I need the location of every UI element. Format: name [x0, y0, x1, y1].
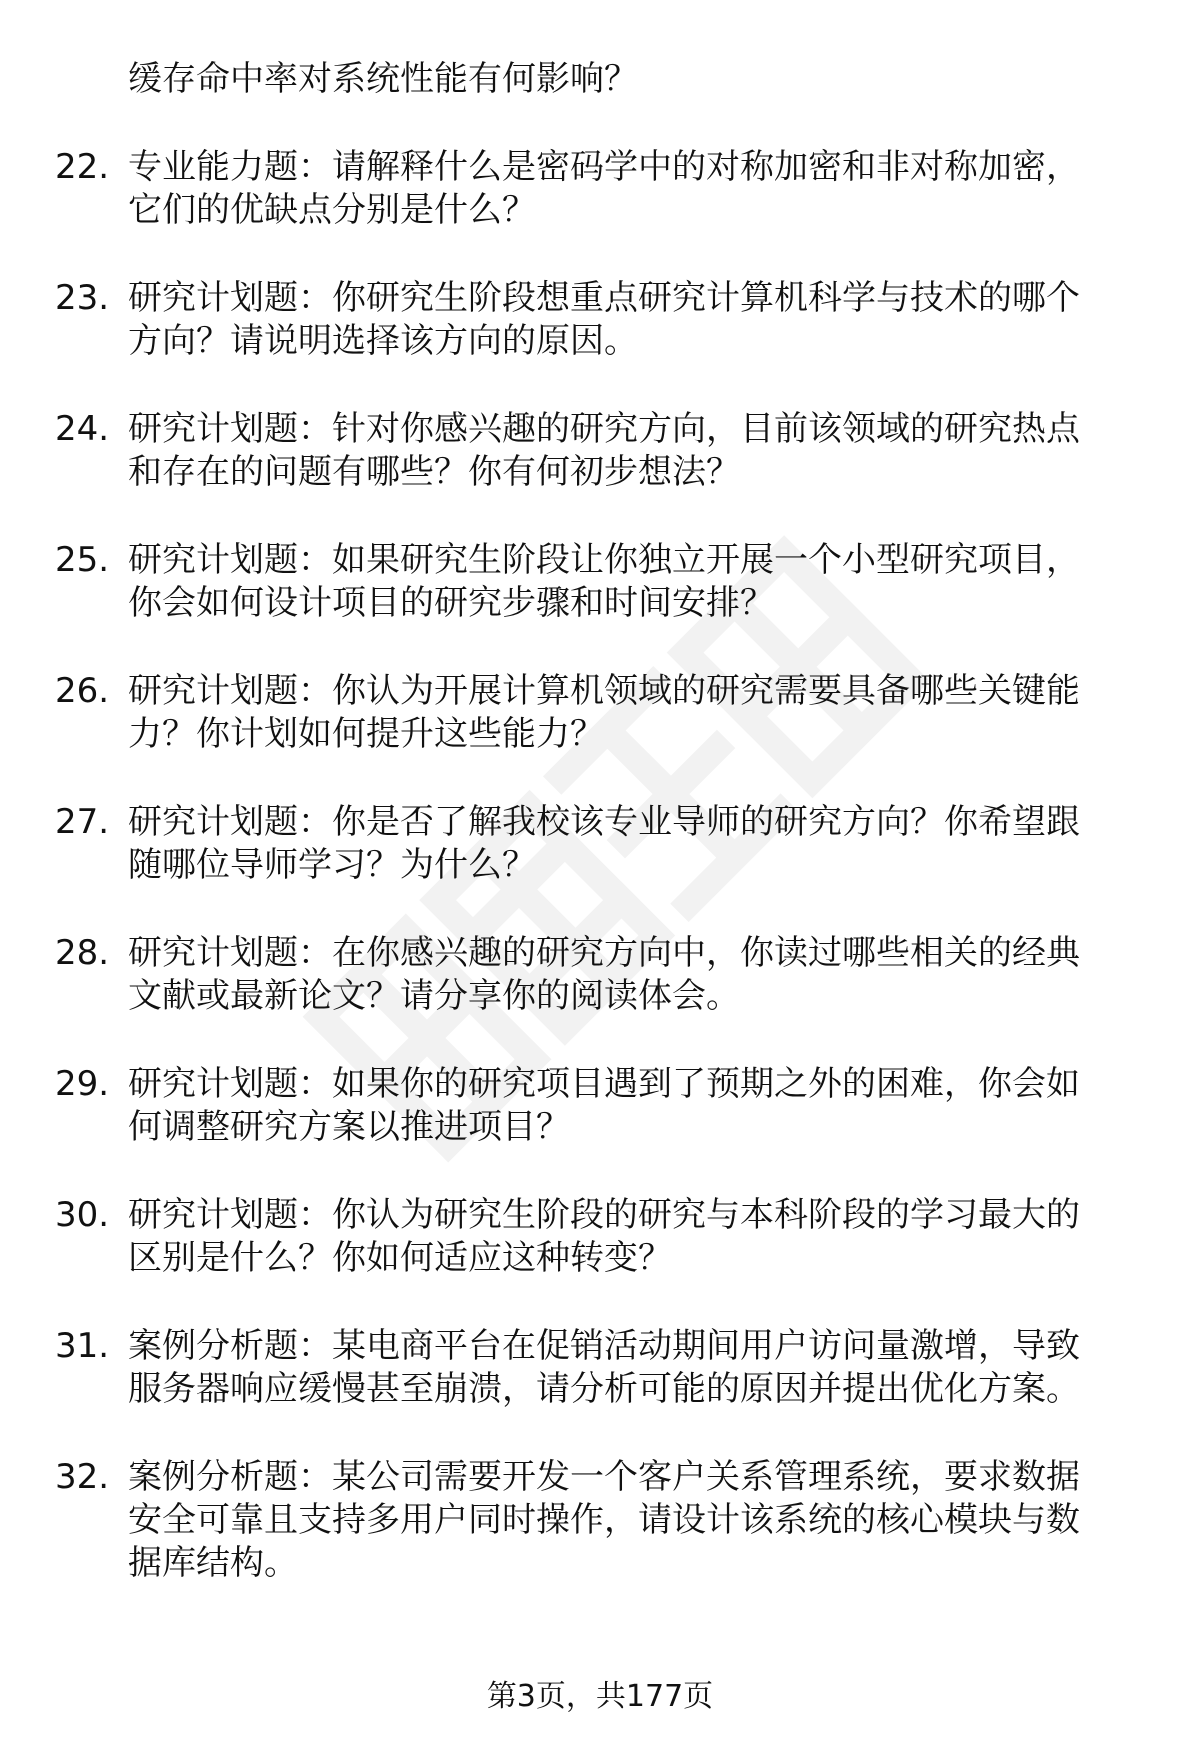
- question-item: [55, 539, 1145, 625]
- question-text-line: 何调整研究方案以推进项目？: [128, 1107, 570, 1147]
- question-text-line: 安全可靠且支持多用户同时操作，请设计该系统的核心模块与数: [128, 1500, 1080, 1540]
- question-number: 28.: [55, 933, 110, 973]
- question-text-line: 服务器响应缓慢甚至崩溃，请分析可能的原因并提出优化方案。: [128, 1369, 1080, 1409]
- question-text: [128, 146, 1145, 232]
- question-text-line: 随哪位导师学习？为什么？: [128, 845, 536, 885]
- question-item: [55, 1194, 1145, 1280]
- question-text: [128, 1325, 1145, 1411]
- question-text-line: 文献或最新论文？请分享你的阅读体会。: [128, 976, 740, 1016]
- question-list: [55, 146, 1145, 1585]
- question-item: [55, 1325, 1145, 1411]
- question-text-line: 研究计划题：你认为开展计算机领域的研究需要具备哪些关键能: [128, 671, 1080, 711]
- question-number: 31.: [55, 1326, 110, 1366]
- question-text: [128, 277, 1145, 363]
- question-text-line: 据库结构。: [128, 1543, 298, 1583]
- question-item: [55, 932, 1145, 1018]
- question-item: [55, 408, 1145, 494]
- question-number: 30.: [55, 1195, 110, 1235]
- question-text-line: 研究计划题：你研究生阶段想重点研究计算机科学与技术的哪个: [128, 278, 1080, 318]
- question-item: [55, 1063, 1145, 1149]
- question-text: [128, 932, 1145, 1018]
- question-number: 24.: [55, 409, 110, 449]
- question-text-line: 区别是什么？你如何适应这种转变？: [128, 1238, 672, 1278]
- question-number: 23.: [55, 278, 110, 318]
- question-text-line: 研究计划题：你认为研究生阶段的研究与本科阶段的学习最大的: [128, 1195, 1080, 1235]
- question-number: 25.: [55, 540, 110, 580]
- question-text: [128, 539, 1145, 625]
- question-text: [128, 670, 1145, 756]
- question-text-line: 研究计划题：如果研究生阶段让你独立开展一个小型研究项目，: [128, 540, 1080, 580]
- question-text: [128, 1194, 1145, 1280]
- question-text: [128, 1063, 1145, 1149]
- question-number: 29.: [55, 1064, 110, 1104]
- question-text: [128, 408, 1145, 494]
- question-text-line: 它们的优缺点分别是什么？: [128, 190, 536, 230]
- question-text-line: 和存在的问题有哪些？你有何初步想法？: [128, 452, 740, 492]
- question-item: [55, 1456, 1145, 1585]
- question-text: [128, 1456, 1145, 1585]
- question-text-line: 方向？请说明选择该方向的原因。: [128, 321, 638, 361]
- question-number: 22.: [55, 147, 110, 187]
- page-footer: 第3页，共177页: [486, 1679, 714, 1714]
- question-text-line: 研究计划题：针对你感兴趣的研究方向，目前该领域的研究热点: [128, 409, 1080, 449]
- question-item: [55, 146, 1145, 232]
- question-text-line: 案例分析题：某公司需要开发一个客户关系管理系统，要求数据: [128, 1457, 1080, 1497]
- question-text-line: 力？你计划如何提升这些能力？: [128, 714, 604, 754]
- question-text-line: 你会如何设计项目的研究步骤和时间安排？: [128, 583, 774, 623]
- question-text-line: 研究计划题：在你感兴趣的研究方向中，你读过哪些相关的经典: [128, 933, 1080, 973]
- question-text: [128, 801, 1145, 887]
- question-text-line: 案例分析题：某电商平台在促销活动期间用户访问量激增，导致: [128, 1326, 1080, 1366]
- question-number: 26.: [55, 671, 110, 711]
- question-text-line: 专业能力题：请解释什么是密码学中的对称加密和非对称加密，: [128, 147, 1080, 187]
- continuation-text: 缓存命中率对系统性能有何影响？: [128, 59, 638, 99]
- question-text-line: 研究计划题：你是否了解我校该专业导师的研究方向？你希望跟: [128, 802, 1080, 842]
- question-text-line: 研究计划题：如果你的研究项目遇到了预期之外的困难，你会如: [128, 1064, 1080, 1104]
- question-number: 32.: [55, 1457, 110, 1497]
- question-item: [55, 670, 1145, 756]
- question-item: [55, 801, 1145, 887]
- question-number: 27.: [55, 802, 110, 842]
- document-content: [55, 58, 1145, 1630]
- question-item: [55, 277, 1145, 363]
